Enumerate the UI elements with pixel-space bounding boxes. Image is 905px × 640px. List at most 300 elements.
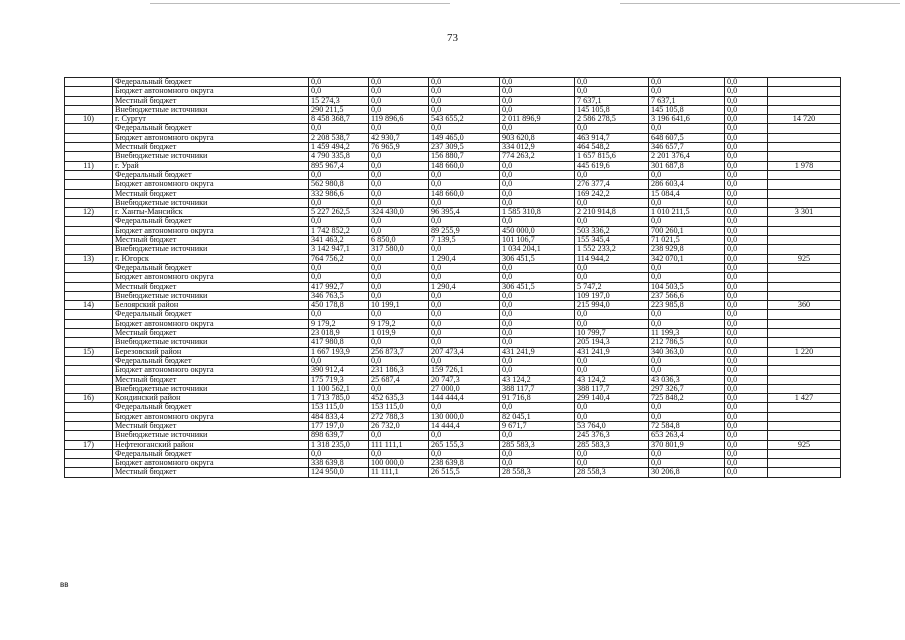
value-cell: 156 880,7 [429, 152, 500, 161]
value-cell: 0,0 [369, 152, 429, 161]
value-cell: 0,0 [725, 459, 768, 468]
value-cell: 0,0 [500, 189, 575, 198]
row-label: Нефтеюганский район [113, 440, 309, 449]
value-cell: 0,0 [725, 440, 768, 449]
row-index [65, 263, 113, 272]
value-cell: 0,0 [575, 310, 649, 319]
value-cell: 2 201 376,4 [649, 152, 725, 161]
value-cell: 256 873,7 [369, 347, 429, 356]
value-cell: 0,0 [500, 96, 575, 105]
value-cell: 10 199,1 [369, 301, 429, 310]
table-row [65, 245, 841, 254]
row-index: 14) [65, 301, 113, 310]
row-index [65, 78, 113, 87]
value-cell: 895 967,4 [309, 161, 369, 170]
value-cell: 290 211,5 [309, 105, 369, 114]
extra-value-cell [768, 329, 841, 338]
value-cell: 0,0 [575, 459, 649, 468]
value-cell: 0,0 [575, 78, 649, 87]
value-cell: 0,0 [725, 180, 768, 189]
extra-value-cell [768, 170, 841, 179]
table-row [65, 226, 841, 235]
value-cell: 0,0 [500, 217, 575, 226]
row-label: Внебюджетные источники [113, 198, 309, 207]
value-cell: 0,0 [429, 403, 500, 412]
row-label: Федеральный бюджет [113, 124, 309, 133]
table-row [65, 356, 841, 365]
value-cell: 8 458 368,7 [309, 115, 369, 124]
row-index: 15) [65, 347, 113, 356]
row-label: Внебюджетные источники [113, 431, 309, 440]
value-cell: 903 620,8 [500, 133, 575, 142]
value-cell: 306 451,5 [500, 282, 575, 291]
value-cell: 0,0 [575, 217, 649, 226]
value-cell: 82 045,1 [500, 412, 575, 421]
value-cell: 700 260,1 [649, 226, 725, 235]
value-cell: 0,0 [429, 245, 500, 254]
row-label: Бюджет автономного округа [113, 319, 309, 328]
value-cell: 0,0 [649, 217, 725, 226]
extra-value-cell [768, 245, 841, 254]
value-cell: 0,0 [500, 319, 575, 328]
scan-artifact-top-right [620, 3, 900, 4]
row-label: Федеральный бюджет [113, 170, 309, 179]
row-label: Внебюджетные источники [113, 338, 309, 347]
table-row [65, 180, 841, 189]
value-cell: 340 363,0 [649, 347, 725, 356]
row-index [65, 421, 113, 430]
value-cell: 0,0 [500, 170, 575, 179]
value-cell: 1 585 310,8 [500, 208, 575, 217]
value-cell: 223 985,8 [649, 301, 725, 310]
value-cell: 7 637,1 [575, 96, 649, 105]
row-index: 10) [65, 115, 113, 124]
value-cell: 1 318 235,0 [309, 440, 369, 449]
value-cell: 1 552 233,2 [575, 245, 649, 254]
table-row [65, 198, 841, 207]
extra-value-cell: 14 720 [768, 115, 841, 124]
row-label: Федеральный бюджет [113, 217, 309, 226]
table-row [65, 459, 841, 468]
row-label: Бюджет автономного округа [113, 87, 309, 96]
value-cell: 145 105,8 [649, 105, 725, 114]
extra-value-cell [768, 96, 841, 105]
value-cell: 0,0 [369, 124, 429, 133]
table-row-municipality [65, 440, 841, 449]
value-cell: 299 140,4 [575, 394, 649, 403]
extra-value-cell: 925 [768, 440, 841, 449]
value-cell: 149 465,0 [429, 133, 500, 142]
value-cell: 0,0 [500, 291, 575, 300]
table-row [65, 273, 841, 282]
table-row-municipality [65, 115, 841, 124]
table-row [65, 124, 841, 133]
table-row [65, 366, 841, 375]
value-cell: 0,0 [725, 329, 768, 338]
value-cell: 0,0 [369, 96, 429, 105]
row-index: 12) [65, 208, 113, 217]
value-cell: 0,0 [429, 87, 500, 96]
value-cell: 0,0 [575, 366, 649, 375]
row-index [65, 189, 113, 198]
value-cell: 0,0 [725, 143, 768, 152]
row-index [65, 143, 113, 152]
value-cell: 0,0 [429, 338, 500, 347]
value-cell: 0,0 [369, 254, 429, 263]
row-index [65, 170, 113, 179]
value-cell: 0,0 [429, 449, 500, 458]
value-cell: 1 010 211,5 [649, 208, 725, 217]
value-cell: 153 115,0 [369, 403, 429, 412]
value-cell: 417 980,8 [309, 338, 369, 347]
value-cell: 0,0 [369, 291, 429, 300]
value-cell: 20 747,3 [429, 375, 500, 384]
extra-value-cell [768, 189, 841, 198]
value-cell: 0,0 [649, 319, 725, 328]
value-cell: 306 451,5 [500, 254, 575, 263]
value-cell: 0,0 [725, 96, 768, 105]
value-cell: 91 716,8 [500, 394, 575, 403]
table-row-municipality [65, 254, 841, 263]
extra-value-cell [768, 124, 841, 133]
value-cell: 76 965,9 [369, 143, 429, 152]
value-cell: 301 687,8 [649, 161, 725, 170]
row-label: Федеральный бюджет [113, 263, 309, 272]
value-cell: 0,0 [725, 236, 768, 245]
value-cell: 431 241,9 [575, 347, 649, 356]
row-index [65, 310, 113, 319]
value-cell: 272 788,3 [369, 412, 429, 421]
value-cell: 0,0 [369, 273, 429, 282]
value-cell: 0,0 [500, 366, 575, 375]
value-cell: 0,0 [725, 431, 768, 440]
extra-value-cell: 3 301 [768, 208, 841, 217]
value-cell: 388 117,7 [500, 384, 575, 393]
value-cell: 4 790 335,8 [309, 152, 369, 161]
value-cell: 0,0 [500, 87, 575, 96]
value-cell: 0,0 [429, 180, 500, 189]
scan-artifact-top [150, 3, 450, 4]
value-cell: 9 179,2 [369, 319, 429, 328]
value-cell: 1 290,4 [429, 254, 500, 263]
value-cell: 0,0 [500, 161, 575, 170]
table-row [65, 236, 841, 245]
row-label: Бюджет автономного округа [113, 273, 309, 282]
value-cell: 1 713 785,0 [309, 394, 369, 403]
extra-value-cell [768, 449, 841, 458]
value-cell: 7 139,5 [429, 236, 500, 245]
extra-value-cell [768, 236, 841, 245]
value-cell: 286 603,4 [649, 180, 725, 189]
row-index [65, 384, 113, 393]
row-index [65, 319, 113, 328]
value-cell: 0,0 [500, 273, 575, 282]
table-row [65, 449, 841, 458]
table-row [65, 189, 841, 198]
page-number: 73 [447, 32, 458, 44]
value-cell: 341 463,2 [309, 236, 369, 245]
table-row [65, 329, 841, 338]
value-cell: 0,0 [500, 449, 575, 458]
value-cell: 0,0 [575, 273, 649, 282]
value-cell: 0,0 [309, 273, 369, 282]
value-cell: 0,0 [369, 338, 429, 347]
value-cell: 9 179,2 [309, 319, 369, 328]
value-cell: 0,0 [725, 105, 768, 114]
extra-value-cell [768, 412, 841, 421]
value-cell: 648 607,5 [649, 133, 725, 142]
table-row [65, 291, 841, 300]
value-cell: 0,0 [725, 273, 768, 282]
value-cell: 28 558,3 [500, 468, 575, 477]
value-cell: 1 100 562,1 [309, 384, 369, 393]
table-row-municipality [65, 208, 841, 217]
value-cell: 111 111,1 [369, 440, 429, 449]
value-cell: 5 747,2 [575, 282, 649, 291]
value-cell: 0,0 [725, 124, 768, 133]
value-cell: 0,0 [575, 124, 649, 133]
value-cell: 169 242,2 [575, 189, 649, 198]
value-cell: 1 657 815,6 [575, 152, 649, 161]
value-cell: 145 105,8 [575, 105, 649, 114]
value-cell: 0,0 [369, 310, 429, 319]
value-cell: 0,0 [309, 170, 369, 179]
table-row [65, 170, 841, 179]
extra-value-cell: 1 427 [768, 394, 841, 403]
value-cell: 0,0 [649, 198, 725, 207]
value-cell: 3 142 947,1 [309, 245, 369, 254]
row-label: г. Урай [113, 161, 309, 170]
extra-value-cell [768, 282, 841, 291]
value-cell: 0,0 [725, 198, 768, 207]
row-label: Федеральный бюджет [113, 356, 309, 365]
value-cell: 0,0 [725, 421, 768, 430]
value-cell: 0,0 [369, 180, 429, 189]
extra-value-cell [768, 263, 841, 272]
table-row-municipality [65, 161, 841, 170]
row-label: Местный бюджет [113, 236, 309, 245]
value-cell: 0,0 [369, 161, 429, 170]
row-label: Внебюджетные источники [113, 105, 309, 114]
value-cell: 6 850,0 [369, 236, 429, 245]
value-cell: 764 756,2 [309, 254, 369, 263]
value-cell: 0,0 [649, 263, 725, 272]
row-index [65, 431, 113, 440]
value-cell: 0,0 [575, 412, 649, 421]
value-cell: 503 336,2 [575, 226, 649, 235]
extra-value-cell: 925 [768, 254, 841, 263]
extra-value-cell: 1 978 [768, 161, 841, 170]
extra-value-cell [768, 403, 841, 412]
value-cell: 3 196 641,6 [649, 115, 725, 124]
row-label: Внебюджетные источники [113, 384, 309, 393]
row-label: г. Ханты-Мансийск [113, 208, 309, 217]
value-cell: 100 000,0 [369, 459, 429, 468]
table-row [65, 310, 841, 319]
row-index [65, 291, 113, 300]
row-index [65, 366, 113, 375]
value-cell: 285 583,3 [500, 440, 575, 449]
value-cell: 25 687,4 [369, 375, 429, 384]
row-index: 13) [65, 254, 113, 263]
value-cell: 297 326,7 [649, 384, 725, 393]
value-cell: 10 799,7 [575, 329, 649, 338]
extra-value-cell [768, 459, 841, 468]
value-cell: 338 639,8 [309, 459, 369, 468]
value-cell: 205 194,3 [575, 338, 649, 347]
extra-value-cell [768, 468, 841, 477]
row-index [65, 105, 113, 114]
value-cell: 0,0 [369, 282, 429, 291]
value-cell: 0,0 [500, 459, 575, 468]
extra-value-cell [768, 143, 841, 152]
value-cell: 237 309,5 [429, 143, 500, 152]
value-cell: 2 586 278,5 [575, 115, 649, 124]
value-cell: 0,0 [369, 78, 429, 87]
row-label: Местный бюджет [113, 282, 309, 291]
value-cell: 0,0 [725, 189, 768, 198]
value-cell: 144 444,4 [429, 394, 500, 403]
value-cell: 484 833,4 [309, 412, 369, 421]
table-row [65, 96, 841, 105]
value-cell: 0,0 [429, 263, 500, 272]
value-cell: 417 992,7 [309, 282, 369, 291]
value-cell: 0,0 [429, 319, 500, 328]
value-cell: 1 019,9 [369, 329, 429, 338]
value-cell: 0,0 [725, 394, 768, 403]
value-cell: 0,0 [725, 356, 768, 365]
value-cell: 159 726,1 [429, 366, 500, 375]
value-cell: 1 290,4 [429, 282, 500, 291]
value-cell: 0,0 [649, 412, 725, 421]
value-cell: 0,0 [725, 78, 768, 87]
value-cell: 104 503,5 [649, 282, 725, 291]
value-cell: 332 986,6 [309, 189, 369, 198]
value-cell: 450 178,8 [309, 301, 369, 310]
value-cell: 0,0 [575, 263, 649, 272]
value-cell: 0,0 [309, 310, 369, 319]
table-row [65, 421, 841, 430]
table-row [65, 431, 841, 440]
table-row [65, 263, 841, 272]
value-cell: 388 117,7 [575, 384, 649, 393]
value-cell: 562 980,8 [309, 180, 369, 189]
value-cell: 0,0 [725, 263, 768, 272]
value-cell: 0,0 [649, 87, 725, 96]
row-index [65, 226, 113, 235]
value-cell: 464 548,2 [575, 143, 649, 152]
row-label: Местный бюджет [113, 96, 309, 105]
value-cell: 0,0 [725, 226, 768, 235]
row-index [65, 412, 113, 421]
value-cell: 0,0 [575, 403, 649, 412]
value-cell: 23 018,9 [309, 329, 369, 338]
value-cell: 0,0 [725, 449, 768, 458]
value-cell: 0,0 [369, 217, 429, 226]
row-label: Федеральный бюджет [113, 449, 309, 458]
value-cell: 0,0 [500, 78, 575, 87]
value-cell: 0,0 [725, 170, 768, 179]
row-index [65, 375, 113, 384]
value-cell: 72 584,8 [649, 421, 725, 430]
value-cell: 2 210 914,8 [575, 208, 649, 217]
value-cell: 898 639,7 [309, 431, 369, 440]
value-cell: 0,0 [429, 105, 500, 114]
value-cell: 53 764,0 [575, 421, 649, 430]
row-index [65, 245, 113, 254]
value-cell: 2 208 538,7 [309, 133, 369, 142]
value-cell: 0,0 [575, 319, 649, 328]
value-cell: 346 657,7 [649, 143, 725, 152]
table-row [65, 105, 841, 114]
value-cell: 0,0 [725, 347, 768, 356]
row-label: Федеральный бюджет [113, 78, 309, 87]
value-cell: 11 199,3 [649, 329, 725, 338]
value-cell: 0,0 [429, 198, 500, 207]
row-index [65, 217, 113, 226]
value-cell: 370 801,9 [649, 440, 725, 449]
value-cell: 346 763,5 [309, 291, 369, 300]
value-cell: 0,0 [309, 263, 369, 272]
table-row [65, 78, 841, 87]
row-index: 16) [65, 394, 113, 403]
value-cell: 0,0 [309, 217, 369, 226]
value-cell: 0,0 [429, 329, 500, 338]
row-index [65, 96, 113, 105]
value-cell: 26 515,5 [429, 468, 500, 477]
extra-value-cell [768, 217, 841, 226]
budget-table-body [65, 78, 841, 478]
value-cell: 0,0 [725, 403, 768, 412]
value-cell: 43 124,2 [575, 375, 649, 384]
value-cell: 285 583,3 [575, 440, 649, 449]
value-cell: 0,0 [429, 273, 500, 282]
row-index: 11) [65, 161, 113, 170]
extra-value-cell [768, 338, 841, 347]
value-cell: 0,0 [429, 431, 500, 440]
row-label: Березовский район [113, 347, 309, 356]
row-index: 17) [65, 440, 113, 449]
value-cell: 119 896,6 [369, 115, 429, 124]
value-cell: 43 036,3 [649, 375, 725, 384]
row-label: Белоярский район [113, 301, 309, 310]
value-cell: 0,0 [500, 105, 575, 114]
row-index [65, 152, 113, 161]
value-cell: 96 395,4 [429, 208, 500, 217]
value-cell: 0,0 [725, 282, 768, 291]
value-cell: 0,0 [369, 356, 429, 365]
value-cell: 0,0 [500, 329, 575, 338]
extra-value-cell [768, 152, 841, 161]
value-cell: 431 241,9 [500, 347, 575, 356]
row-label: г. Сургут [113, 115, 309, 124]
value-cell: 0,0 [309, 198, 369, 207]
value-cell: 0,0 [725, 366, 768, 375]
value-cell: 0,0 [649, 449, 725, 458]
value-cell: 0,0 [725, 301, 768, 310]
value-cell: 0,0 [725, 310, 768, 319]
value-cell: 0,0 [369, 105, 429, 114]
value-cell: 0,0 [575, 170, 649, 179]
table-row [65, 282, 841, 291]
value-cell: 0,0 [500, 180, 575, 189]
table-row [65, 217, 841, 226]
extra-value-cell [768, 198, 841, 207]
row-label: Местный бюджет [113, 468, 309, 477]
value-cell: 0,0 [369, 170, 429, 179]
row-index [65, 236, 113, 245]
value-cell: 0,0 [725, 254, 768, 263]
